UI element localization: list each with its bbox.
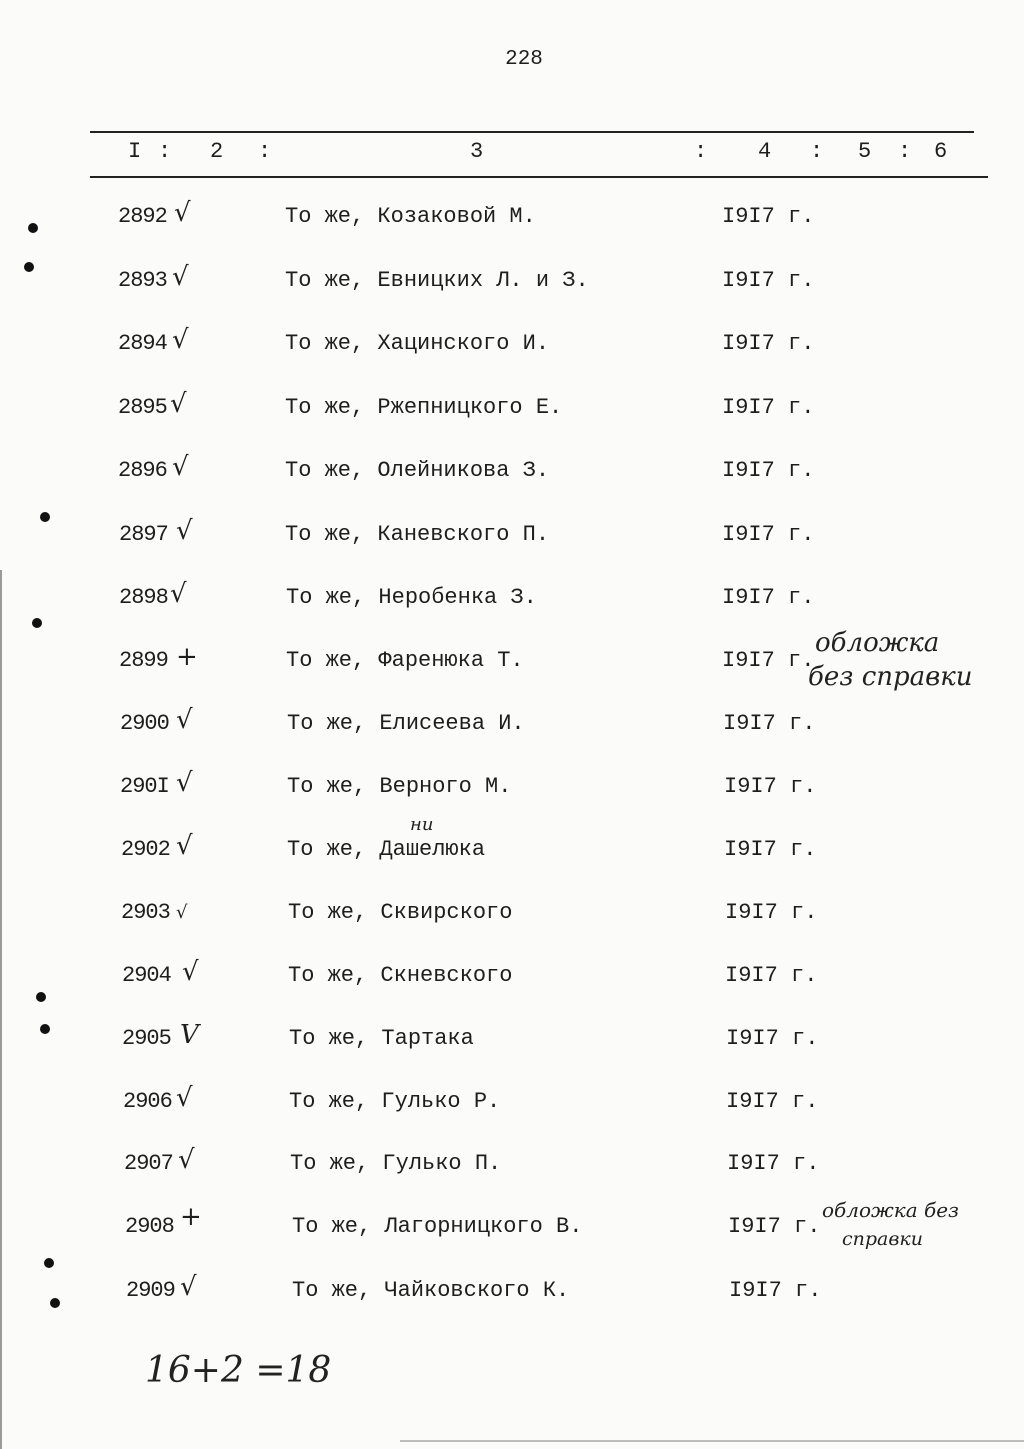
header-col-2: 2: [210, 139, 224, 164]
check-mark: √: [180, 1272, 197, 1302]
header-col-3: 3: [470, 139, 484, 164]
header-col-4: 4: [758, 139, 772, 164]
table-row: [0, 1272, 1024, 1318]
record-description: То же, Олейникова З.: [285, 458, 550, 483]
record-number: 290I: [120, 774, 169, 799]
record-year: I9I7 г.: [722, 204, 815, 229]
table-row: [0, 262, 1024, 308]
header-col-1: I: [128, 139, 142, 164]
record-description: То же, Лагорницкого В.: [292, 1214, 583, 1239]
handwritten-note-2899-line1: обложка: [815, 628, 940, 658]
record-number: 2908: [125, 1214, 174, 1239]
table-row: [0, 957, 1024, 1003]
check-mark: √: [176, 768, 193, 798]
table-row: [0, 516, 1024, 562]
record-year: I9I7 г.: [725, 963, 818, 988]
record-description: То же, Скневского: [288, 963, 513, 988]
punch-hole-mark: [24, 262, 34, 272]
record-year: I9I7 г.: [722, 331, 815, 356]
check-mark: +: [176, 642, 198, 672]
record-number: 2897: [119, 522, 168, 547]
record-number: 2896: [118, 458, 167, 483]
handwritten-note-2908-line1: обложка без: [822, 1198, 959, 1222]
header-sep: :: [158, 139, 172, 164]
record-description: То же, Елисеева И.: [287, 711, 525, 736]
table-row: [0, 1145, 1024, 1191]
record-description: То же, Верного М.: [287, 774, 512, 799]
record-year: I9I7 г.: [725, 900, 818, 925]
header-col-6: 6: [934, 139, 948, 164]
record-year: I9I7 г.: [729, 1278, 822, 1303]
check-mark: √: [176, 902, 188, 923]
handwritten-note-2899-line2: без справки: [808, 662, 973, 692]
record-number: 2892: [118, 204, 167, 229]
record-number: 2905: [122, 1026, 171, 1051]
record-description: То же, Тартака: [289, 1026, 474, 1051]
record-description: То же, Ржепницкого Е.: [285, 395, 563, 420]
record-year: I9I7 г.: [724, 837, 817, 862]
header-sep: :: [258, 139, 272, 164]
table-row: [0, 579, 1024, 625]
record-number: 2900: [120, 711, 169, 736]
record-number: 2898: [119, 585, 168, 610]
table-row: [0, 705, 1024, 751]
table-row: [0, 452, 1024, 498]
record-year: I9I7 г.: [722, 268, 815, 293]
check-mark: √: [176, 831, 193, 861]
record-number: 2895: [118, 395, 167, 420]
record-description: То же, Каневского П.: [285, 522, 550, 547]
record-description: То же, Дашелюка: [287, 837, 486, 862]
record-description: То же, Гулько Р.: [289, 1089, 501, 1114]
check-mark: √: [178, 1145, 195, 1175]
table-row: [0, 1083, 1024, 1129]
punch-hole-mark: [28, 223, 38, 233]
table-row: [0, 831, 1024, 877]
table-header-rule: [90, 176, 988, 178]
table-row: [0, 768, 1024, 814]
handwritten-total: 16+2 =18: [145, 1350, 332, 1391]
record-number: 2904: [122, 963, 171, 988]
record-year: I9I7 г.: [722, 648, 815, 673]
record-year: I9I7 г.: [722, 458, 815, 483]
record-year: I9I7 г.: [726, 1026, 819, 1051]
table-row: [0, 1020, 1024, 1066]
table-top-rule: [90, 131, 974, 133]
punch-hole-mark: [40, 1024, 50, 1034]
header-sep: :: [898, 139, 912, 164]
check-mark: √: [172, 262, 189, 292]
check-mark: +: [180, 1202, 202, 1232]
record-description: То же, Гулько П.: [290, 1151, 502, 1176]
check-mark: √: [172, 325, 189, 355]
record-description: То же, Чайковского К.: [292, 1278, 570, 1303]
bottom-edge-line: [400, 1440, 1024, 1442]
record-number: 2906: [123, 1089, 172, 1114]
check-mark: √: [170, 579, 187, 609]
table-row: [0, 900, 1024, 940]
record-number: 2899: [119, 648, 168, 673]
table-row: [0, 198, 1024, 244]
record-description: То же, Сквирского: [288, 900, 513, 925]
check-mark: √: [182, 957, 199, 987]
record-number: 2907: [124, 1151, 173, 1176]
punch-hole-mark: [50, 1298, 60, 1308]
check-mark: √: [176, 1083, 193, 1113]
record-description: То же, Козаковой М.: [285, 204, 536, 229]
record-number: 2894: [118, 331, 167, 356]
check-mark: √: [170, 389, 187, 419]
record-year: I9I7 г.: [724, 774, 817, 799]
record-description: То же, Евницких Л. и З.: [285, 268, 589, 293]
check-mark: √: [176, 705, 193, 735]
record-year: I9I7 г.: [728, 1214, 821, 1239]
record-number: 2903: [121, 900, 170, 925]
record-number: 2902: [121, 837, 170, 862]
record-description: То же, Неробенка З.: [286, 585, 537, 610]
page-number: 228: [505, 48, 543, 71]
check-mark: √: [176, 516, 193, 546]
record-number: 2909: [126, 1278, 175, 1303]
table-row: [0, 325, 1024, 371]
check-mark: √: [172, 452, 189, 482]
record-year: I9I7 г.: [723, 711, 816, 736]
table-row: [0, 389, 1024, 435]
header-sep: :: [694, 139, 708, 164]
check-mark: √: [174, 198, 191, 228]
record-number: 2893: [118, 268, 167, 293]
record-description: То же, Фаренюка Т.: [286, 648, 524, 673]
header-sep: :: [810, 139, 824, 164]
record-year: I9I7 г.: [726, 1089, 819, 1114]
punch-hole-mark: [44, 1258, 54, 1268]
punch-hole-mark: [32, 618, 42, 628]
punch-hole-mark: [40, 512, 50, 522]
record-year: I9I7 г.: [722, 522, 815, 547]
handwritten-note-2908-line2: справки: [842, 1228, 924, 1250]
header-col-5: 5: [858, 139, 872, 164]
record-year: I9I7 г.: [727, 1151, 820, 1176]
record-year: I9I7 г.: [722, 395, 815, 420]
handwritten-correction: ни: [410, 814, 434, 835]
record-year: I9I7 г.: [722, 585, 815, 610]
record-description: То же, Хацинского И.: [285, 331, 550, 356]
punch-hole-mark: [36, 992, 46, 1002]
check-mark: V: [180, 1020, 199, 1050]
